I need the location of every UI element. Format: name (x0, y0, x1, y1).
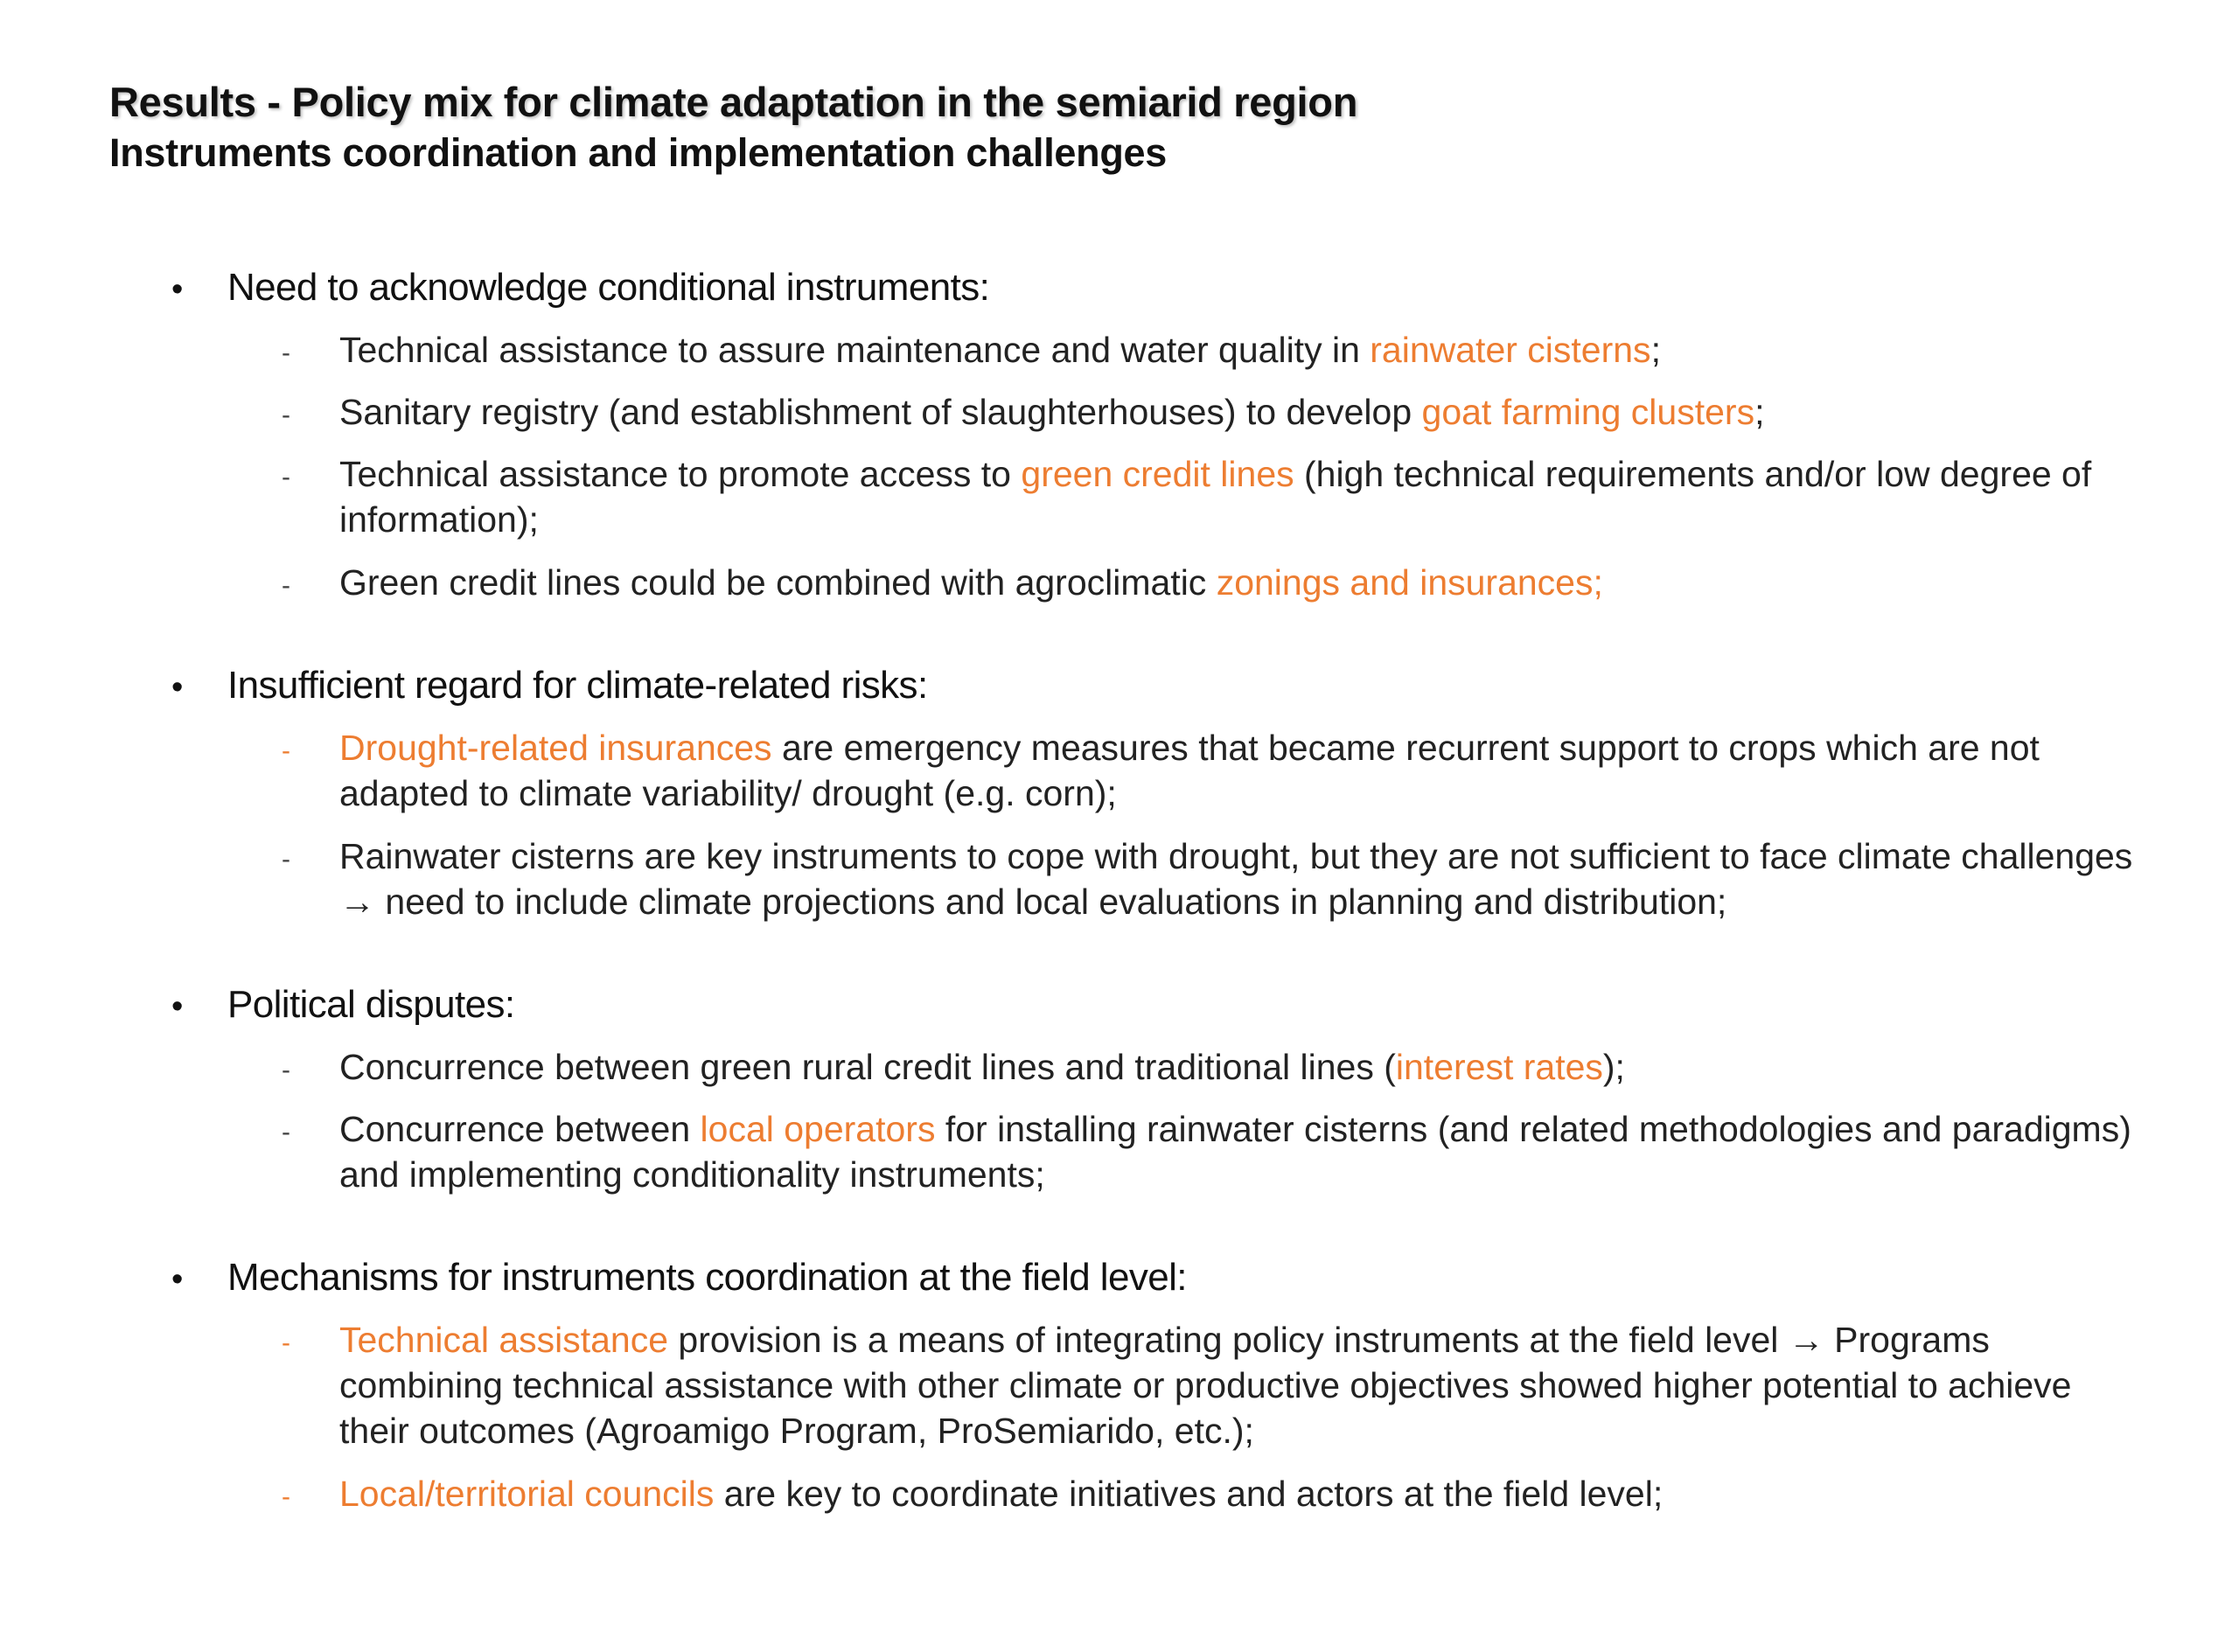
highlight-text: Drought-related insurances (339, 728, 772, 768)
slide: Results - Policy mix for climate adaptation in the semiarid region Instruments coordination and implementation challenges • Need to acknowledge conditional instruments: - Technical assistance to assure maintenance and water quality in rainwater cisterns; - Sanitary registry (and establishment of slaughterhouses) to develop goat farming clusters; - Technical assistance to promote access to green credit lines (high technical requirements and/or low degree of information); - Green credit lines could be combined with agroclimatic zonings and insurances; • Insufficient regard for climate-related risks: - Drought-related insurances are emergency measures that became recurrent support to crops which are not adapted to climate variability/ drought (e.g. corn); - Rainwater cisterns are key instruments to cope with drought, but they are not sufficient to face climate challenges → need to include climate projections and local evaluations in planning and distribution; • Political disputes: - Concurrence between green rural credit lines and traditional lines (interest rates); - Concurrence between local operators for installing rainwater cisterns (and related methodologies and paradigms) and implementing conditionality instruments; • Mechanisms for instruments coordination at the field level: - Technical assistance provision is a means of integrating policy instruments at the field level → Programs combining technical assistance with other climate or productive objectives showed higher potential to achieve their outcomes (Agroamigo Program, ProSemiarido, etc.); - Local/territorial councils are key to coordinate initiatives and actors at the field level; (0, 0, 2239, 1652)
highlight-text: interest rates (1395, 1047, 1603, 1087)
bullet-icon: • (171, 271, 183, 308)
slide-subtitle: Instruments coordination and implementation challenges (109, 130, 1167, 175)
highlight-text: Technical assistance (339, 1320, 669, 1360)
slide-title: Results - Policy mix for climate adaptation in the semiarid region (109, 79, 1358, 125)
arrow-right-icon: → (339, 882, 375, 922)
dash-icon: - (282, 1056, 290, 1084)
highlight-text: rainwater cisterns (1370, 330, 1651, 370)
bullet-icon: • (171, 988, 183, 1025)
highlight-text: zonings and insurances; (1216, 562, 1603, 603)
section-heading-conditional-instruments: • Need to acknowledge conditional instruments: (171, 264, 989, 313)
dash-icon: - (282, 1328, 290, 1357)
bullet-icon: • (171, 1261, 183, 1298)
section-heading-coordination-mechanisms: • Mechanisms for instruments coordination at the field level: (171, 1254, 1187, 1303)
section-heading-climate-risks: • Insufficient regard for climate-related risks: (171, 662, 928, 711)
dash-icon: - (282, 736, 290, 765)
highlight-text: Local/territorial councils (339, 1474, 715, 1514)
dash-icon: - (282, 845, 290, 874)
dash-icon: - (282, 338, 290, 367)
highlight-text: local operators (700, 1109, 936, 1149)
bullet-icon: • (171, 669, 183, 706)
arrow-right-icon: → (1788, 1320, 1824, 1360)
dash-icon: - (282, 463, 290, 491)
section-heading-political-disputes: • Political disputes: (171, 981, 515, 1030)
highlight-text: green credit lines (1021, 454, 1294, 494)
highlight-text: goat farming clusters (1421, 392, 1755, 432)
dash-icon: - (282, 1118, 290, 1147)
dash-icon: - (282, 1482, 290, 1511)
dash-icon: - (282, 401, 290, 429)
dash-icon: - (282, 571, 290, 600)
